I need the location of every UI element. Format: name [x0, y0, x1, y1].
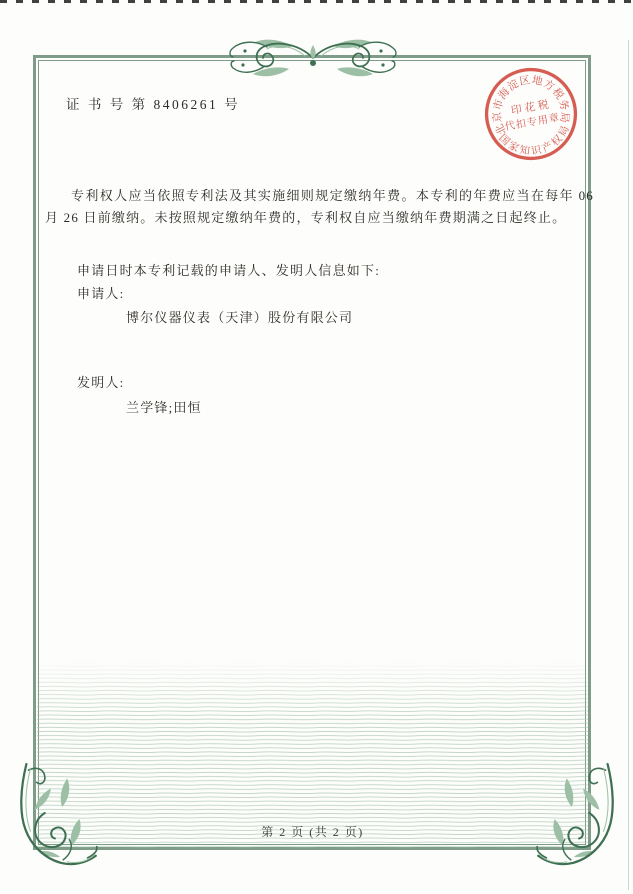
top-center-ornament [215, 36, 411, 80]
tax-stamp-seal [469, 52, 593, 176]
scan-edge-right [628, 40, 629, 890]
stamp-center-line2: 代扣专用章 [504, 112, 561, 133]
applicant-name: 博尔仪器仪表（天津）股份有限公司 [126, 310, 354, 325]
inventor-label: 发明人: [77, 375, 125, 390]
page-indicator: 第 2 页 (共 2 页) [261, 825, 364, 839]
guilloche-pattern [37, 660, 588, 848]
stamp-arc-top-text: 北京市海淀区地方税务局 [492, 75, 570, 137]
record-info-intro: 申请日时本专利记载的申请人、发明人信息如下: [77, 263, 381, 278]
applicant-label: 申请人: [77, 286, 125, 301]
stamp-arc-bottom-text: 国家知识产权局 [496, 122, 573, 158]
corner-flourish-bottom-left [16, 762, 98, 866]
stamp-center-line1: 印 花 税 [510, 98, 550, 118]
scan-edge-top [0, 0, 633, 3]
certificate-number: 证 书 号 第 8406261 号 [66, 97, 241, 112]
corner-flourish-bottom-right [536, 762, 618, 866]
inventor-names: 兰学锋;田恒 [126, 400, 202, 415]
fee-obligation-paragraph: 专利权人应当依照专利法及其实施细则规定缴纳年费。本专利的年费应当在每年 06 月 26 日前缴纳。未按照规定缴纳年费的，专利权自应当缴纳年费期满之日起终止。 [45, 188, 594, 225]
